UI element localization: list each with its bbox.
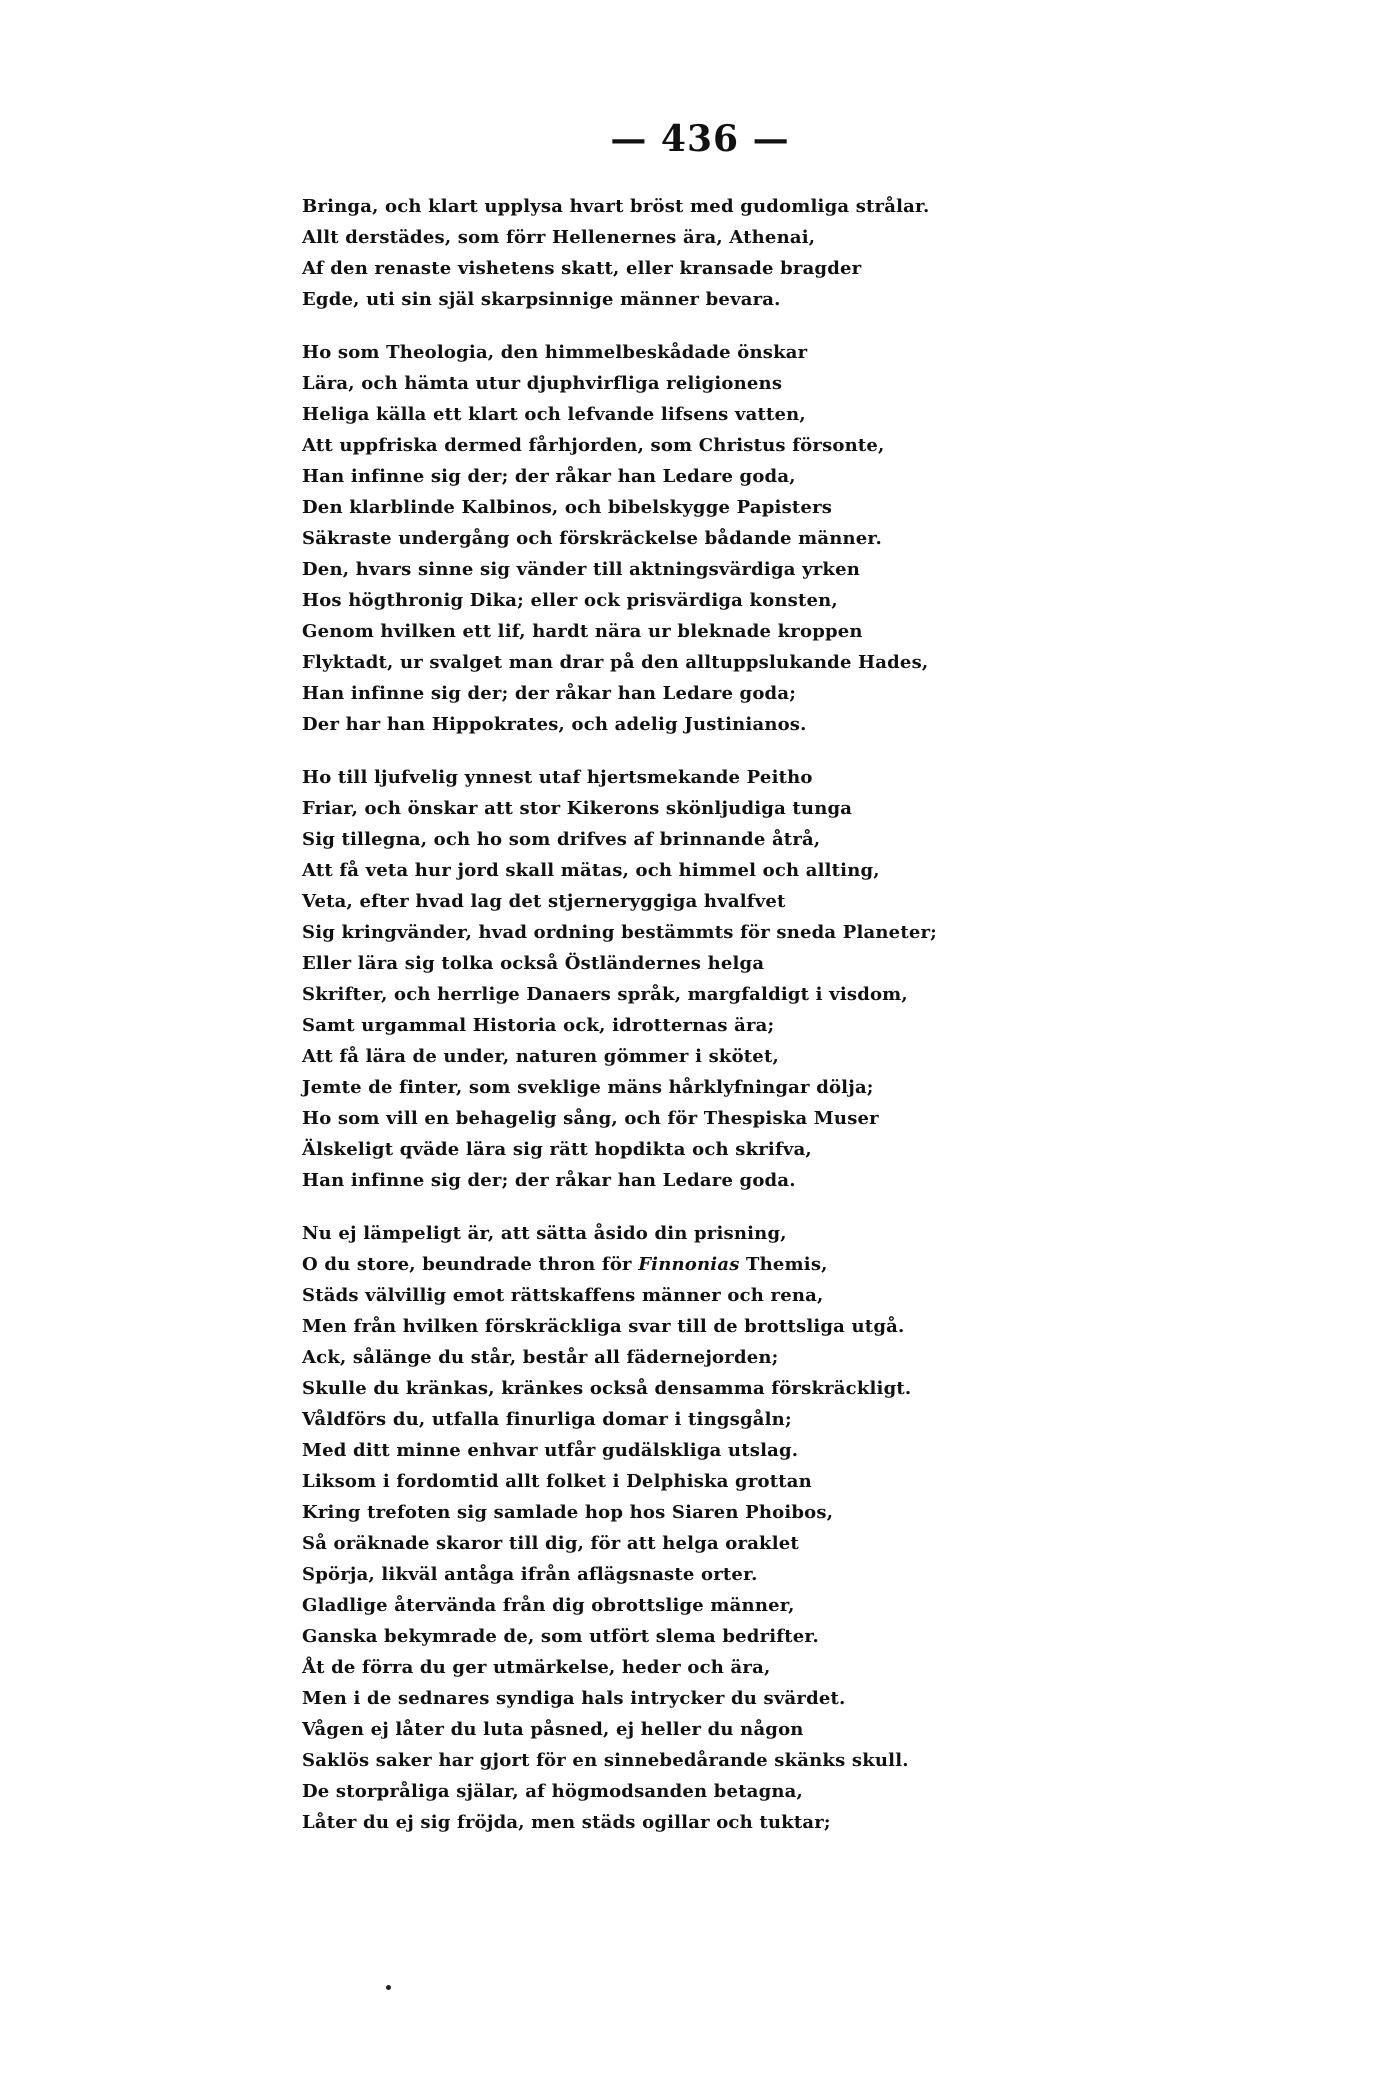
italic-word: Finnonias: [638, 1254, 740, 1275]
poem-line: Ganska bekymrade de, som utfört slema bedrifter.: [302, 1626, 819, 1647]
poem-line: Han infinne sig der; der råkar han Ledare goda;: [302, 683, 797, 704]
poem-line: Att få veta hur jord skall mätas, och himmel och allting,: [302, 860, 880, 881]
stanza: [302, 337, 1382, 740]
poem-line: Att uppfriska dermed fårhjorden, som Christus försonte,: [302, 435, 885, 456]
poem-line: Kring trefoten sig samlade hop hos Siaren Phoibos,: [302, 1502, 834, 1523]
poem-line: Genom hvilken ett lif, hardt nära ur bleknade kroppen: [302, 621, 863, 642]
poem-line: Liksom i fordomtid allt folket i Delphiska grottan: [302, 1471, 812, 1492]
poem-line: Spörja, likväl antåga ifrån aflägsnaste orter.: [302, 1564, 758, 1585]
poem-line: Saklös saker har gjort för en sinnebedårande skänks skull.: [302, 1750, 909, 1771]
poem-text: [302, 191, 1382, 1860]
poem-line: Ho till ljufvelig ynnest utaf hjertsmekande Peitho: [302, 767, 813, 788]
poem-line: Låter du ej sig fröjda, men städs ogillar och tuktar;: [302, 1812, 831, 1833]
poem-line: De storpråliga själar, af högmodsanden betagna,: [302, 1781, 803, 1802]
poem-line: Men i de sednares syndiga hals intrycker du svärdet.: [302, 1688, 846, 1709]
poem-line: Egde, uti sin själ skarpsinnige männer bevara.: [302, 289, 781, 310]
poem-line: Allt derstädes, som förr Hellenernes ära, Athenai,: [302, 227, 816, 248]
poem-line: Vågen ej låter du luta påsned, ej heller du någon: [302, 1719, 804, 1740]
page-number: — 436 —: [610, 118, 790, 160]
poem-line: Bringa, och klart upplysa hvart bröst med gudomliga strålar.: [302, 196, 930, 217]
poem-line: Åt de förra du ger utmärkelse, heder och ära,: [302, 1657, 771, 1678]
poem-line: Der har han Hippokrates, och adelig Justinianos.: [302, 714, 807, 735]
poem-line: Sig tillegna, och ho som drifves af brinnande åtrå,: [302, 829, 821, 850]
poem-line: Älskeligt qväde lära sig rätt hopdikta och skrifva,: [302, 1139, 812, 1160]
poem-line: Hos högthronig Dika; eller ock prisvärdiga konsten,: [302, 590, 838, 611]
poem-line: Den, hvars sinne sig vänder till aktningsvärdiga yrken: [302, 559, 861, 580]
poem-line: Ack, sålänge du står, består all fädernejorden;: [302, 1347, 779, 1368]
poem-line: Heliga källa ett klart och lefvande lifsens vatten,: [302, 404, 806, 425]
poem-line: Jemte de finter, som sveklige mäns hårklyfningar dölja;: [302, 1077, 874, 1098]
poem-line: Men från hvilken förskräckliga svar till de brottsliga utgå.: [302, 1316, 905, 1337]
poem-line: Nu ej lämpeligt är, att sätta åsido din prisning,: [302, 1223, 787, 1244]
poem-line: Den klarblinde Kalbinos, och bibelskygge Papisters: [302, 497, 833, 518]
poem-line: Med ditt minne enhvar utfår gudälskliga utslag.: [302, 1440, 799, 1461]
poem-line: Ho som Theologia, den himmelbeskådade önskar: [302, 342, 808, 363]
poem-line: Skrifter, och herrlige Danaers språk, margfaldigt i visdom,: [302, 984, 908, 1005]
poem-line: Eller lära sig tolka också Östländernes helga: [302, 953, 765, 974]
stanza: [302, 1218, 1382, 1838]
ink-speck: [386, 1985, 391, 1990]
poem-line: Flyktadt, ur svalget man drar på den alltuppslukande Hades,: [302, 652, 929, 673]
poem-line: Veta, efter hvad lag det stjerneryggiga hvalfvet: [302, 891, 786, 912]
poem-line: Friar, och önskar att stor Kikerons skönljudiga tunga: [302, 798, 853, 819]
poem-line: Af den renaste vishetens skatt, eller kransade bragder: [302, 258, 862, 279]
poem-line: Han infinne sig der; der råkar han Ledare goda.: [302, 1170, 796, 1191]
poem-line: Han infinne sig der; der råkar han Ledare goda,: [302, 466, 796, 487]
poem-line: Gladlige återvända från dig obrottslige männer,: [302, 1595, 795, 1616]
poem-line: Våldförs du, utfalla finurliga domar i tingsgåln;: [302, 1409, 792, 1430]
poem-line: O du store, beundrade thron för Finnonias Themis,: [302, 1254, 828, 1275]
poem-line: Så oräknade skaror till dig, för att helga oraklet: [302, 1533, 799, 1554]
poem-line: Ho som vill en behagelig sång, och för Thespiska Muser: [302, 1108, 879, 1129]
poem-line: Säkraste undergång och förskräckelse bådande männer.: [302, 528, 882, 549]
stanza: [302, 191, 1382, 315]
poem-line: Sig kringvänder, hvad ordning bestämmts för sneda Planeter;: [302, 922, 938, 943]
poem-line: Lära, och hämta utur djuphvirfliga religionens: [302, 373, 783, 394]
poem-line: Städs välvillig emot rättskaffens männer och rena,: [302, 1285, 824, 1306]
poem-line: Skulle du kränkas, kränkes också densamma förskräckligt.: [302, 1378, 912, 1399]
stanza: [302, 762, 1382, 1196]
poem-line: Att få lära de under, naturen gömmer i skötet,: [302, 1046, 779, 1067]
poem-line: Samt urgammal Historia ock, idrotternas ära;: [302, 1015, 775, 1036]
